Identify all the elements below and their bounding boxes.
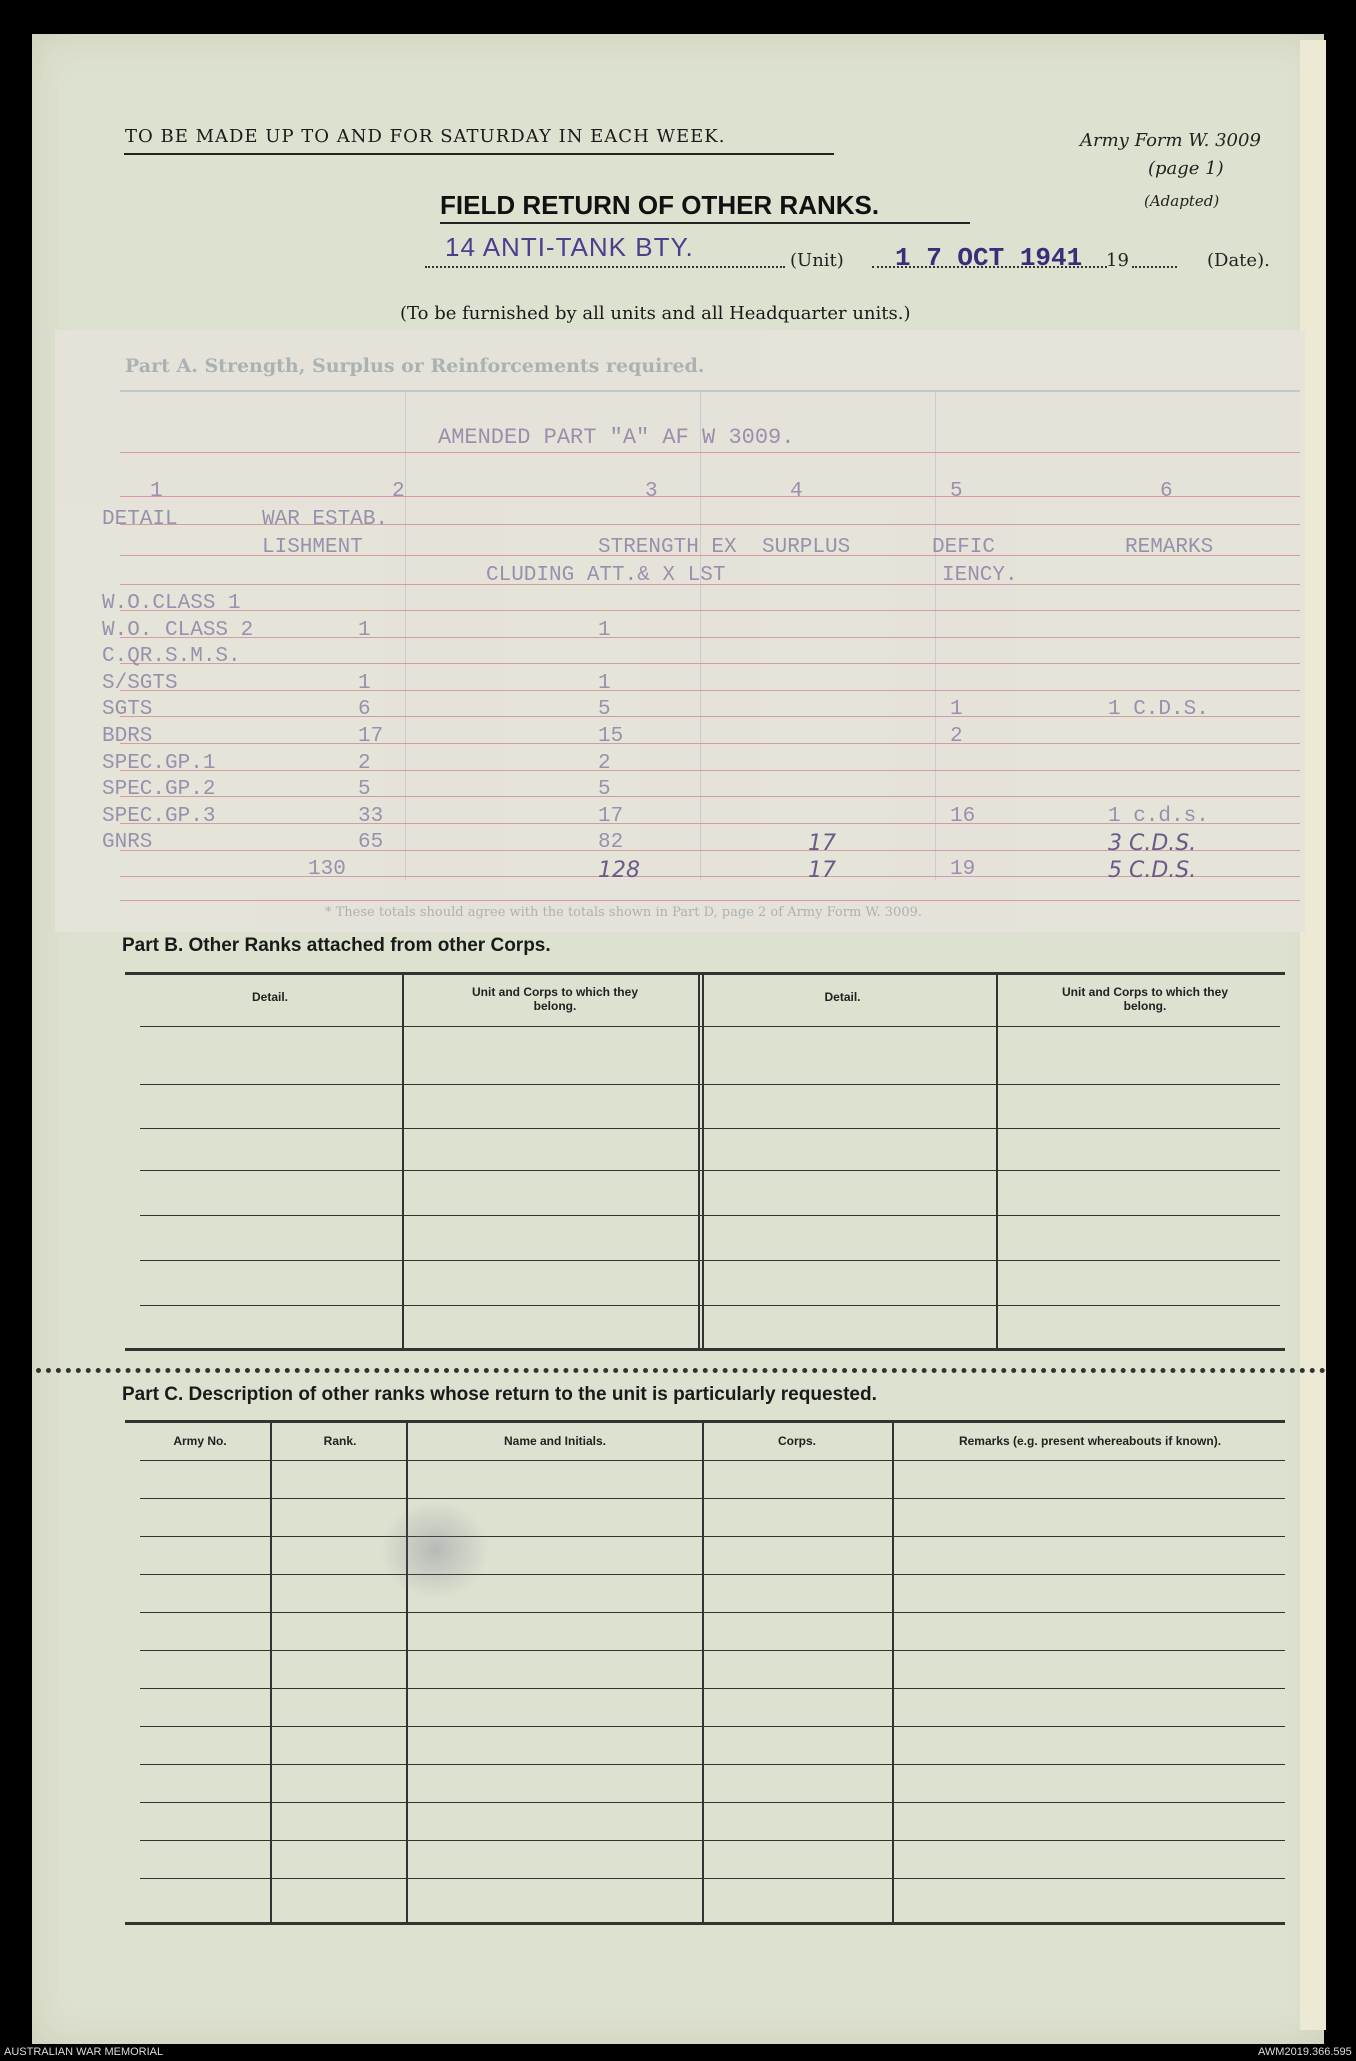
amended-cell-estab: 5 — [358, 778, 371, 802]
header-defic-2: IENCY. — [942, 564, 1018, 587]
ruled-line — [120, 770, 1300, 771]
header-war-estab-1: WAR ESTAB. — [262, 508, 389, 531]
part-b-col-unit-1: Unit and Corps to which they belong. — [471, 985, 638, 1013]
part-c-row-rule — [140, 1498, 1285, 1499]
date-label: (Date). — [1207, 250, 1270, 271]
amended-cell-detail: SPEC.GP.3 — [102, 804, 216, 828]
part-c-row-rule — [140, 1688, 1285, 1689]
col-number-6: 6 — [1160, 480, 1173, 503]
header-war-estab-2: LISHMENT — [262, 536, 363, 559]
adapted-note: (Adapted) — [1144, 192, 1220, 210]
part-c-row-rule — [140, 1802, 1285, 1803]
header-surplus: SURPLUS — [762, 536, 851, 559]
amended-cell-detail: W.O.CLASS 1 — [102, 592, 241, 615]
header-detail: DETAIL — [102, 508, 178, 531]
header-strength-1: STRENGTH EX — [598, 536, 737, 559]
part-a-ghost-footnote: * These totals should agree with the totals shown in Part D, page 2 of Army Form W. 3009. — [325, 905, 922, 920]
part-b-row-rule — [140, 1026, 1280, 1027]
col-number-3: 3 — [645, 480, 658, 503]
part-b-col-rule-1 — [402, 975, 404, 1348]
part-c-row-rule — [140, 1460, 1285, 1461]
amended-cell-estab: 17 — [358, 725, 384, 748]
instruction-text: TO BE MADE UP TO AND FOR SATURDAY IN EACH WEEK. — [125, 126, 726, 147]
col-number-5: 5 — [950, 480, 963, 503]
amended-cell-detail: S/SGTS — [102, 671, 178, 695]
col-number-2: 2 — [392, 480, 405, 503]
ghost-column-rule-2 — [700, 390, 701, 880]
ruled-line — [120, 900, 1300, 901]
part-c-row-rule — [140, 1612, 1285, 1613]
amended-cell-strength: 2 — [598, 751, 611, 775]
year-field-line — [1132, 266, 1177, 268]
header-remarks: REMARKS — [1125, 536, 1214, 559]
amended-cell-strength: 15 — [598, 725, 624, 748]
ghost-rule — [120, 390, 1300, 392]
part-b-row-rule — [140, 1260, 1280, 1261]
perforation-line — [36, 1368, 1326, 1373]
amended-cell-estab: 2 — [358, 751, 371, 775]
amended-cell-remarks: 1 c.d.s. — [1108, 804, 1209, 828]
page-title: FIELD RETURN OF OTHER RANKS. — [440, 190, 880, 220]
unit-field-line — [425, 266, 785, 268]
part-c-row-rule — [140, 1840, 1285, 1841]
amended-cell-estab: 1 — [358, 618, 371, 642]
amended-cell-remarks: 1 C.D.S. — [1108, 698, 1209, 722]
amended-cell-strength: 1 — [598, 671, 611, 695]
amended-cell-remarks: 3 C.D.S. — [1108, 831, 1197, 857]
part-b-heading: Part B. Other Ranks attached from other Corps. — [122, 935, 551, 956]
part-b-top-rule — [125, 972, 1285, 975]
part-c-col-name: Name and Initials. — [503, 1434, 607, 1448]
ghost-column-rule-3 — [935, 390, 936, 880]
part-b-row-rule — [140, 1305, 1280, 1306]
amended-cell-defic: 16 — [950, 804, 976, 828]
amended-cell-defic: 1 — [950, 698, 963, 722]
amended-cell-detail: GNRS — [102, 831, 153, 855]
part-c-row-rule — [140, 1726, 1285, 1727]
header-defic-1: DEFIC — [932, 536, 996, 559]
amended-cell-estab: 130 — [308, 858, 346, 881]
footer-right: AWM2019.366.595 — [1258, 2046, 1352, 2058]
ruled-line — [120, 690, 1300, 691]
amended-cell-defic: 19 — [950, 858, 976, 881]
part-b-col-detail-2: Detail. — [824, 990, 861, 1004]
part-c-col-rank: Rank. — [323, 1434, 357, 1448]
year-prefix: 19 — [1106, 250, 1129, 271]
amended-cell-detail: SPEC.GP.2 — [102, 778, 216, 802]
part-b-row-rule — [140, 1170, 1280, 1171]
part-c-row-rule — [140, 1764, 1285, 1765]
amended-cell-strength: 128 — [598, 858, 640, 883]
part-c-heading: Part C. Description of other ranks whose return to the unit is particularly requested. — [122, 1384, 877, 1405]
ruled-line — [120, 663, 1300, 664]
amended-cell-detail: SPEC.GP.1 — [102, 751, 216, 775]
part-b-row-rule — [140, 1215, 1280, 1216]
part-b-col-rule-2b — [702, 975, 704, 1348]
date-stamp: 1 7 OCT 1941 — [895, 243, 1083, 273]
ruled-line — [120, 743, 1300, 744]
ink-smudge — [380, 1500, 490, 1600]
part-c-row-rule — [140, 1536, 1285, 1537]
ruled-line — [120, 496, 1300, 497]
part-b-col-rule-3 — [996, 975, 998, 1348]
amended-cell-detail: W.O. CLASS 2 — [102, 618, 254, 642]
part-b-col-detail-1: Detail. — [251, 990, 288, 1004]
part-c-col-remarks: Remarks (e.g. present whereabouts if known). — [958, 1434, 1222, 1448]
part-c-col-corps: Corps. — [777, 1434, 816, 1448]
amended-cell-strength: 82 — [598, 831, 624, 855]
part-b-col-unit-2: Unit and Corps to which they belong. — [1061, 985, 1228, 1013]
ruled-line — [120, 796, 1300, 797]
amended-cell-detail: SGTS — [102, 698, 153, 722]
amended-cell-defic: 2 — [950, 725, 963, 748]
title-underline — [440, 222, 970, 224]
subtitle: (To be furnished by all units and all Headquarter units.) — [400, 303, 911, 324]
col-number-4: 4 — [790, 480, 803, 503]
amended-cell-strength: 17 — [598, 804, 624, 828]
footer-left: AUSTRALIAN WAR MEMORIAL — [4, 2046, 164, 2058]
amended-cell-estab: 33 — [358, 804, 384, 828]
part-b-row-rule — [140, 1128, 1280, 1129]
amended-cell-detail: C.QR.S.M.S. — [102, 645, 241, 669]
amended-cell-strength: 5 — [598, 778, 611, 802]
date-field-line — [872, 266, 1107, 268]
unit-label: (Unit) — [790, 250, 844, 271]
unit-value: 14 ANTI-TANK BTY. — [445, 232, 694, 262]
ghost-column-rule-1 — [405, 390, 406, 880]
amended-cell-surplus: 17 — [808, 858, 836, 883]
header-strength-2: CLUDING ATT.& X LST — [486, 564, 726, 587]
amended-cell-estab: 65 — [358, 831, 384, 855]
part-b-bottom-rule — [125, 1348, 1285, 1351]
amended-title: AMENDED PART "A" AF W 3009. — [438, 425, 795, 450]
part-c-col-army-no: Army No. — [173, 1434, 227, 1448]
part-c-bottom-rule — [125, 1922, 1285, 1925]
amended-cell-surplus: 17 — [808, 831, 836, 857]
form-number: Army Form W. 3009 — [1080, 130, 1261, 151]
ruled-line — [120, 637, 1300, 638]
amended-cell-remarks: 5 C.D.S. — [1108, 858, 1197, 883]
ruled-line — [120, 452, 1300, 453]
ruled-line — [120, 610, 1300, 611]
amended-cell-estab: 1 — [358, 671, 371, 695]
part-c-row-rule — [140, 1574, 1285, 1575]
amended-cell-estab: 6 — [358, 698, 371, 722]
part-a-ghost-heading: Part A. Strength, Surplus or Reinforcements required. — [125, 355, 705, 377]
amended-cell-strength: 5 — [598, 698, 611, 722]
part-c-row-rule — [140, 1878, 1285, 1879]
part-b-col-rule-2 — [698, 975, 700, 1348]
part-b-row-rule — [140, 1084, 1280, 1085]
part-c-row-rule — [140, 1650, 1285, 1651]
page-number: (page 1) — [1148, 158, 1224, 179]
part-c-top-rule — [125, 1420, 1285, 1423]
instruction-underline — [124, 153, 834, 155]
amended-cell-detail: BDRS — [102, 725, 153, 748]
amended-cell-strength: 1 — [598, 618, 611, 642]
col-number-1: 1 — [150, 480, 163, 503]
